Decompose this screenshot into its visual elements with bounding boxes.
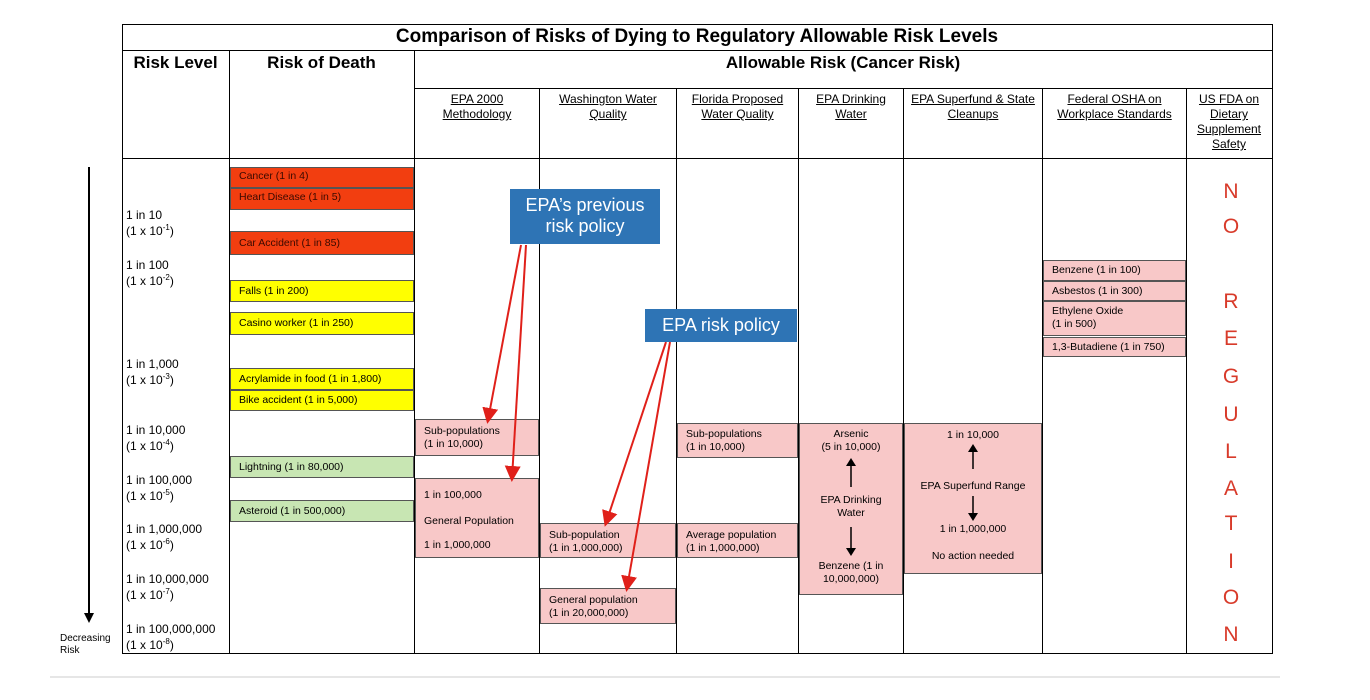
washington-subpopulation: Sub-population (1 in 1,000,000) xyxy=(540,523,676,558)
risk-level-1e-5: 1 in 100,000 (1 x $10^{-5}$) xyxy=(126,473,193,503)
risk-level-1e-3: 1 in 1,000 (1 x $10^{-3}$) xyxy=(126,357,179,387)
fda-letter-o: O xyxy=(1222,215,1240,238)
table-title: Comparison of Risks of Dying to Regulatory Allowable Risk Levels xyxy=(395,26,999,47)
fda-letter-n2: N xyxy=(1223,623,1239,646)
fda-letter-u: U xyxy=(1223,403,1239,426)
callout-epa-risk-policy: EPA risk policy xyxy=(645,309,797,342)
subheader-us-fda: US FDA on Dietary Supplement Safety xyxy=(1196,92,1262,151)
death-risk-casino-worker: Casino worker (1 in 250) xyxy=(230,312,414,335)
fda-letter-n: N xyxy=(1223,180,1239,203)
death-risk-asteroid: Asteroid (1 in 500,000) xyxy=(230,500,414,522)
osha-asbestos: Asbestos (1 in 300) xyxy=(1043,281,1186,301)
subheader-washington: Washington Water Quality xyxy=(559,92,657,121)
risk-level-1e-6: 1 in 1,000,000 (1 x $10^{-6}$) xyxy=(126,522,203,552)
osha-ethylene-oxide: Ethylene Oxide (1 in 500) xyxy=(1043,301,1186,336)
risk-level-1e-7: 1 in 10,000,000 (1 x $10^{-7}$) xyxy=(126,572,209,602)
fda-letter-o2: O xyxy=(1222,586,1240,609)
decreasing-risk-label: Decreasing Risk xyxy=(60,633,111,656)
header-allowable-risk: Allowable Risk (Cancer Risk) xyxy=(725,53,961,72)
risk-level-1e-2: 1 in 100 (1 x $10^{-2}$) xyxy=(126,258,174,288)
superfund-range: 1 in 10,000 EPA Superfund Range 1 in 1,000,000 No action needed xyxy=(904,423,1042,574)
subheader-epa-2000: EPA 2000 Methodology xyxy=(442,92,512,121)
death-risk-acrylamide: Acrylamide in food (1 in 1,800) xyxy=(230,368,414,390)
death-risk-cancer: Cancer (1 in 4) xyxy=(230,167,414,188)
subheader-epa-drinking-water: EPA Drinking Water xyxy=(816,92,886,121)
florida-average-population: Average population (1 in 1,000,000) xyxy=(677,523,798,558)
death-risk-heart-disease: Heart Disease (1 in 5) xyxy=(230,188,414,210)
subheader-epa-superfund: EPA Superfund & State Cleanups xyxy=(911,92,1035,121)
risk-level-1e-1: 1 in 10 (1 x $10^{-1}$) xyxy=(126,208,174,238)
osha-benzene: Benzene (1 in 100) xyxy=(1043,260,1186,281)
risk-level-1e-4: 1 in 10,000 (1 x $10^{-4}$) xyxy=(126,423,186,453)
death-risk-car-accident: Car Accident (1 in 85) xyxy=(230,231,414,255)
death-risk-bike-accident: Bike accident (1 in 5,000) xyxy=(230,390,414,411)
fda-letter-g: G xyxy=(1222,365,1240,388)
subheader-florida: Florida Proposed Water Quality xyxy=(691,92,784,121)
fda-letter-t: T xyxy=(1224,512,1238,535)
fda-letter-i: I xyxy=(1228,550,1234,573)
death-risk-falls: Falls (1 in 200) xyxy=(230,280,414,302)
subheader-federal-osha: Federal OSHA on Workplace Standards xyxy=(1057,92,1172,121)
epa2000-subpopulations: Sub-populations (1 in 10,000) xyxy=(415,419,539,456)
arrow-previous-to-subpop xyxy=(488,245,521,420)
osha-butadiene: 1,3-Butadiene (1 in 750) xyxy=(1043,337,1186,357)
risk-level-1e-8: 1 in 100,000,000 (1 x $10^{-8}$) xyxy=(126,622,216,652)
fda-letter-l: L xyxy=(1225,440,1237,463)
fda-letter-e: E xyxy=(1223,327,1238,350)
fda-letter-r: R xyxy=(1223,290,1239,313)
arrow-current-to-washington-subpop xyxy=(606,342,666,523)
epa2000-general-population: 1 in 100,000 General Population 1 in 1,000,000 xyxy=(415,478,539,558)
header-risk-level: Risk Level xyxy=(133,53,218,72)
header-risk-of-death: Risk of Death xyxy=(267,53,376,72)
fda-letter-a: A xyxy=(1223,477,1238,500)
arrow-current-to-washington-general xyxy=(627,342,670,588)
bottom-divider xyxy=(50,676,1280,678)
drinking-water-range: Arsenic (5 in 10,000) EPA Drinking Water Benzene (1 in 10,000,000) xyxy=(799,423,903,595)
florida-subpopulations: Sub-populations (1 in 10,000) xyxy=(677,423,798,458)
death-risk-lightning: Lightning (1 in 80,000) xyxy=(230,456,414,478)
washington-general-population: General population (1 in 20,000,000) xyxy=(540,588,676,624)
callout-epa-previous-risk-policy: EPA’s previous risk policy xyxy=(510,189,660,244)
